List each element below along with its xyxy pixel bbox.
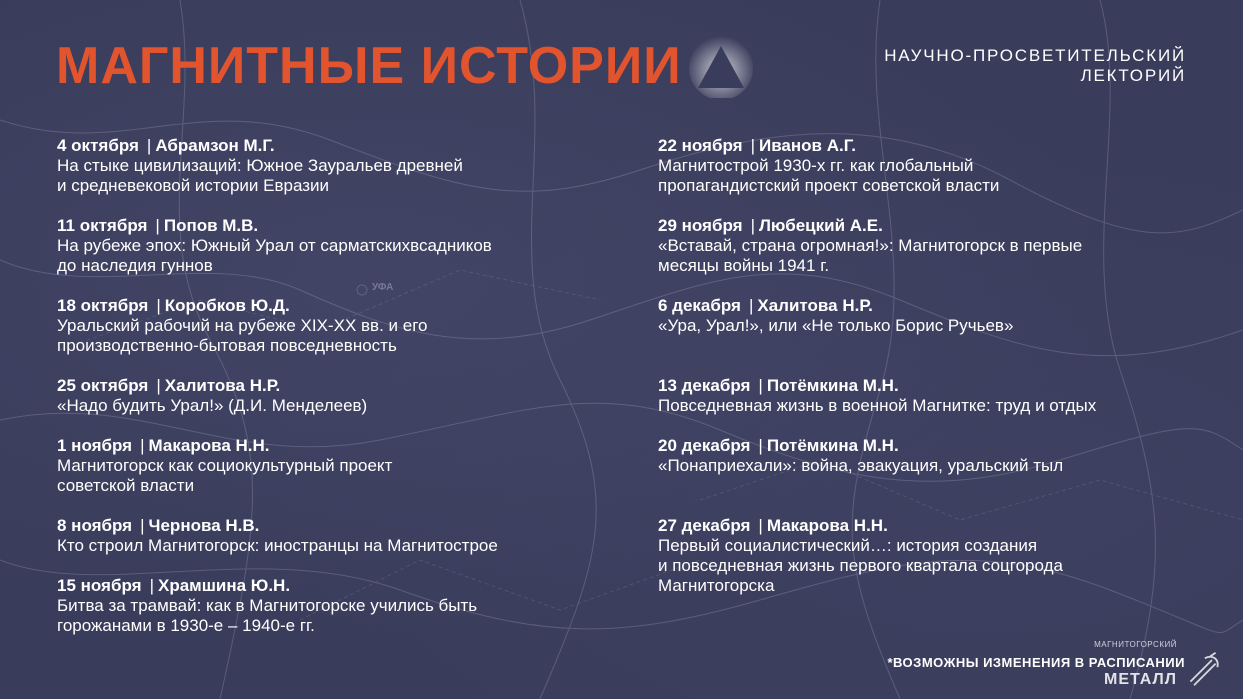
- lecture-date: 1 ноября: [57, 436, 133, 455]
- brand-name: МЕТАЛЛ: [1104, 671, 1177, 688]
- lecture-topic: На стыке цивилизаций: Южное Зауральев древней и средневековой истории Евразии: [57, 156, 463, 195]
- separator: |: [748, 296, 754, 315]
- separator: |: [156, 376, 161, 395]
- map-city-label: УФА: [372, 282, 394, 293]
- schedule-change-note: *ВОЗМОЖНЫ ИЗМЕНЕНИЯ В РАСПИСАНИИ: [887, 655, 1185, 670]
- lecture-topic: «Надо будить Урал!» (Д.И. Менделеев): [57, 396, 368, 415]
- separator: |: [156, 296, 161, 315]
- lecture-item: [57, 376, 367, 416]
- separator: |: [750, 216, 755, 235]
- lecture-date: 22 ноября: [658, 136, 743, 155]
- lecture-item: [57, 216, 492, 276]
- lecture-item: [57, 136, 463, 196]
- lecture-topic: Кто строил Магнитогорск: иностранцы на Магнитострое: [57, 536, 498, 555]
- lecture-date: 27 декабря: [658, 516, 751, 535]
- lecture-topic: Магнитогорск как социокультурный проект советской власти: [57, 456, 393, 495]
- lecture-topic: Повседневная жизнь в военной Магнитке: труд и отдых: [658, 396, 1097, 415]
- separator: |: [758, 376, 763, 395]
- brand-emblem-icon: [1185, 651, 1221, 687]
- lecture-item: [658, 436, 1063, 476]
- lecture-date: 4 октября: [57, 136, 139, 155]
- lecture-item: [658, 376, 1096, 416]
- lecture-speaker: Чернова Н.В.: [148, 516, 260, 535]
- lecture-item: [658, 216, 1082, 276]
- lecture-speaker: Храмшина Ю.Н.: [157, 576, 291, 595]
- lecture-speaker: Макарова Н.Н.: [766, 516, 888, 535]
- separator: |: [758, 516, 763, 535]
- lecture-date: 29 ноября: [658, 216, 743, 235]
- lecture-speaker: Халитова Н.Р.: [164, 376, 281, 395]
- lecture-speaker: Любецкий А.Е.: [758, 216, 883, 235]
- lecture-speaker: Попов М.В.: [163, 216, 259, 235]
- lecture-topic: Уральский рабочий на рубеже XIX-XX вв. и его производственно-бытовая повседневность: [57, 316, 428, 355]
- lecture-speaker: Потёмкина М.Н.: [766, 376, 899, 395]
- lecture-date: 8 ноября: [57, 516, 133, 535]
- lecture-speaker: Коробков Ю.Д.: [164, 296, 290, 315]
- lecture-speaker: Макарова Н.Н.: [148, 436, 270, 455]
- lecture-speaker: Потёмкина М.Н.: [766, 436, 899, 455]
- lecture-item: [57, 516, 498, 556]
- lecture-topic: На рубеже эпох: Южный Урал от сарматскихвсадников до наследия гуннов: [57, 236, 492, 275]
- separator: |: [140, 436, 145, 455]
- lecture-item: [658, 136, 999, 196]
- triangle-logo-icon: [686, 34, 756, 98]
- lecture-item: [658, 296, 1013, 336]
- brand-subtitle: МАГНИТОГОРСКИЙ: [1094, 640, 1177, 649]
- lecture-date: 11 октября: [57, 216, 148, 235]
- lecture-date: 13 декабря: [658, 376, 751, 395]
- lecture-speaker: Халитова Н.Р.: [757, 296, 873, 315]
- lecture-topic: Магнитострой 1930-х гг. как глобальный пропагандистский проект советской власти: [658, 156, 1000, 195]
- lecture-topic: Первый социалистический…: история создания и повседневная жизнь первого квартала соцгорода Магнитогорска: [658, 536, 1063, 595]
- separator: |: [140, 516, 145, 535]
- page-title: МАГНИТНЫЕ ИСТОРИИ: [56, 37, 682, 95]
- lecture-item: [57, 296, 427, 356]
- lecture-item: [57, 576, 477, 636]
- separator: |: [155, 216, 160, 235]
- lecture-item: [658, 516, 1063, 596]
- lecture-topic: Битва за трамвай: как в Магнитогорске учились быть горожанами в 1930-е – 1940-е гг.: [57, 596, 478, 635]
- lecture-date: 18 октября: [57, 296, 149, 315]
- subtitle-line-2: ЛЕКТОРИЙ: [1080, 66, 1186, 85]
- lecture-date: 20 декабря: [658, 436, 751, 455]
- lecture-date: 6 декабря: [658, 296, 741, 315]
- lecture-topic: «Вставай, страна огромная!»: Магнитогорск в первые месяцы войны 1941 г.: [658, 236, 1083, 275]
- subtitle: [884, 46, 1186, 86]
- lecture-item: [57, 436, 392, 496]
- subtitle-line-1: НАУЧНО-ПРОСВЕТИТЕЛЬСКИЙ: [884, 46, 1186, 65]
- lecture-speaker: Абрамзон М.Г.: [155, 136, 275, 155]
- lecture-topic: «Понаприехали»: война, эвакуация, уральский тыл: [658, 456, 1064, 475]
- lecture-speaker: Иванов А.Г.: [758, 136, 856, 155]
- lecture-date: 15 ноября: [57, 576, 142, 595]
- separator: |: [149, 576, 154, 595]
- separator: |: [758, 436, 763, 455]
- separator: |: [750, 136, 755, 155]
- separator: |: [146, 136, 152, 155]
- lecture-date: 25 октября: [57, 376, 149, 395]
- lecture-topic: «Ура, Урал!», или «Не только Борис Ручьев»: [658, 316, 1014, 335]
